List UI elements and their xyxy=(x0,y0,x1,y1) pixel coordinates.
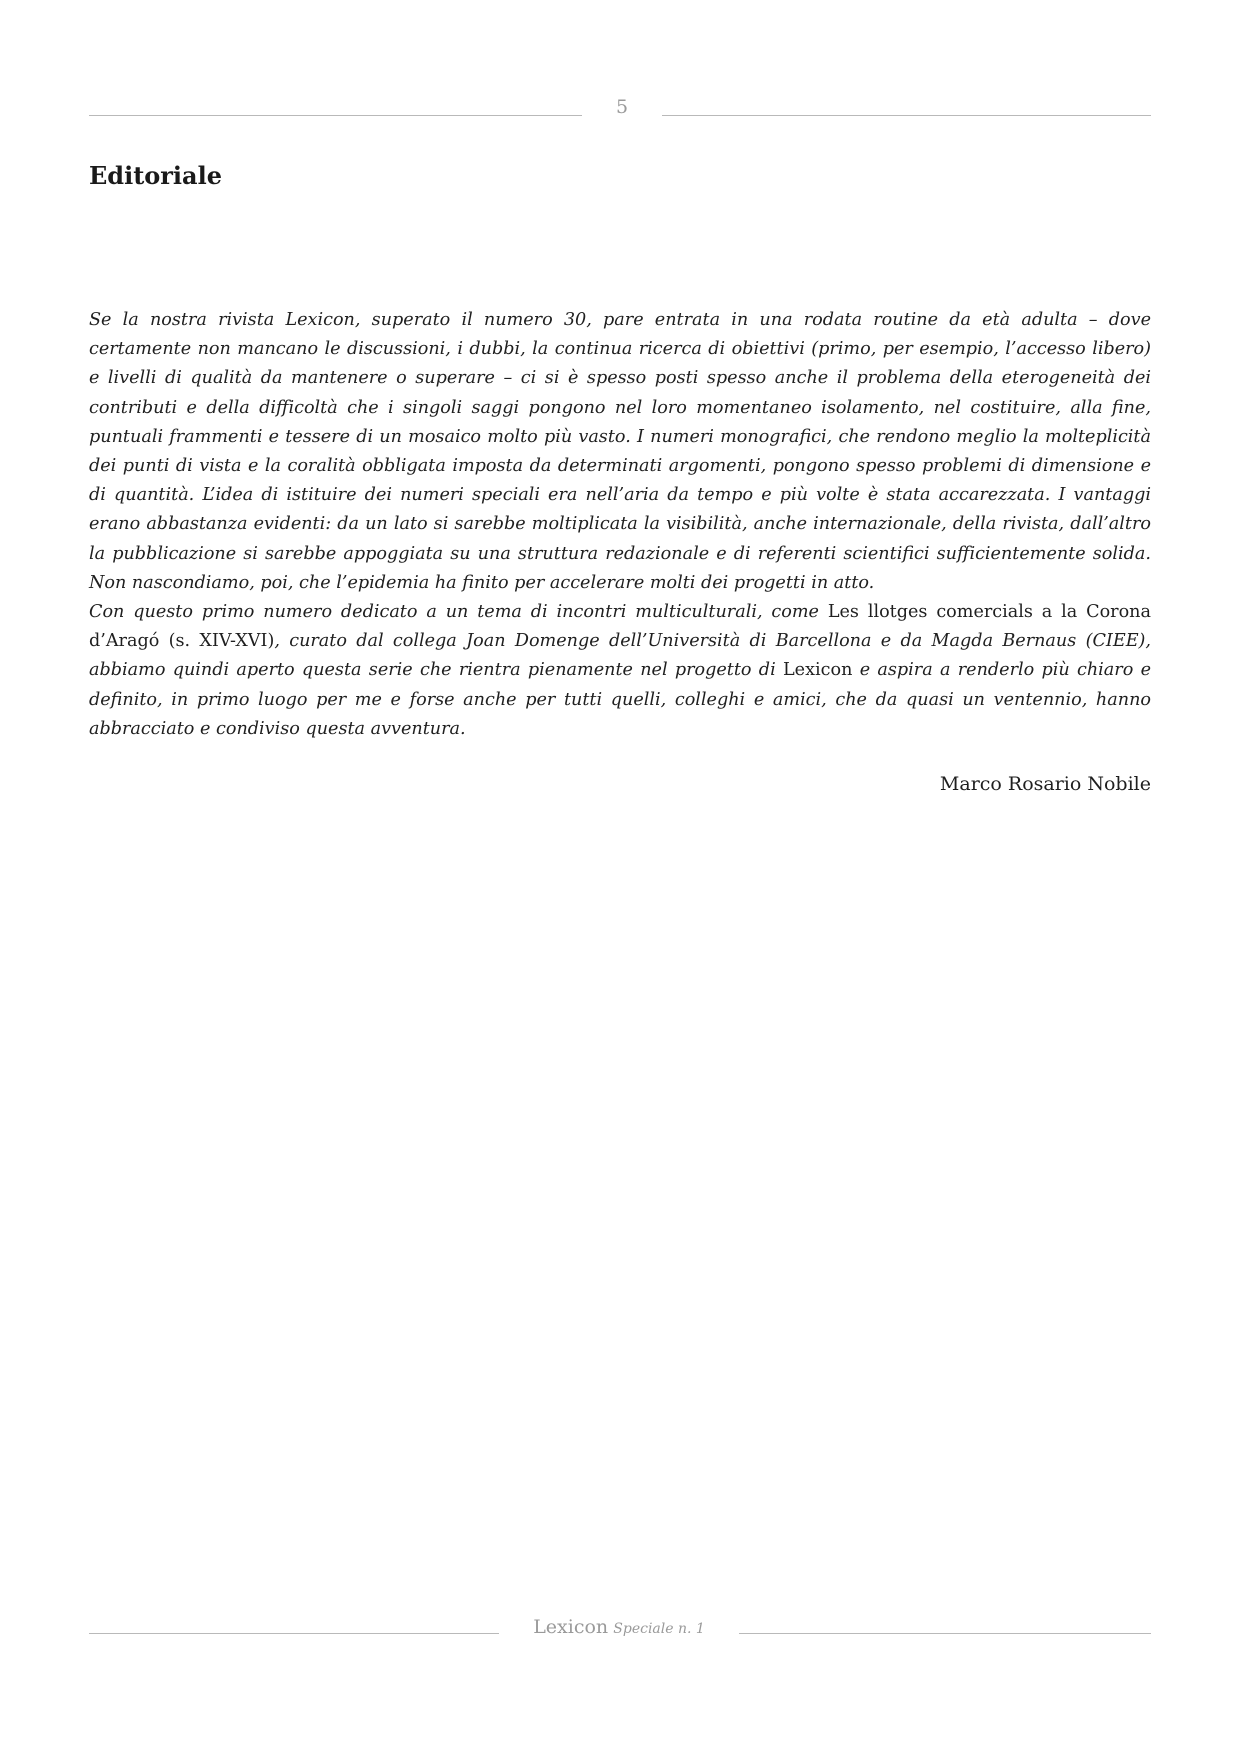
footer-journal: Lexicon xyxy=(533,1616,609,1638)
page-title: Editoriale xyxy=(89,161,222,190)
footer-rule-left xyxy=(89,1633,499,1634)
footer-rule-right xyxy=(739,1633,1151,1634)
page-header xyxy=(89,96,1151,124)
paragraph-2-text-e: e aspira a renderlo più chiaro e definito, in primo luogo per me e forse anche per tutti quelli, colleghi e amici, che da quasi un ventennio, hanno abbracciato e condiviso questa avventura. xyxy=(89,660,1151,739)
page-number: 5 xyxy=(615,96,629,118)
editorial-body xyxy=(89,306,1151,744)
book-title: Les llotges comercials a la Corona d’Aragó (s. XIV-XVI) xyxy=(89,602,1151,652)
journal-name: Lexicon xyxy=(782,660,853,681)
author-signature: Marco Rosario Nobile xyxy=(939,773,1151,795)
header-rule-left xyxy=(89,115,582,116)
paragraph-2 xyxy=(89,598,1151,744)
paragraph-1: Se la nostra rivista Lexicon, superato il numero 30, pare entrata in una rodata routine da età adulta – dove certamente non mancano le discussioni, i dubbi, la continua ricerca di obiettivi (primo, per esempio, l’accesso libero) e livelli di qualità da mantenere o superare – ci si è spesso posti spesso anche il problema della eterogeneità dei contributi e della difficoltà che i singoli saggi pongono nel loro momentaneo isolamento, nel costituire, alla fine, puntuali frammenti e tessere di un mosaico molto più vasto. I numeri monografici, che rendono meglio la molteplicità dei punti di vista e la coralità obbligata imposta da determinati argomenti, pongono spesso problemi di dimensione e di quantità. L’idea di istituire dei numeri speciali era nell’aria da tempo e più volte è stata accarezzata. I vantaggi erano abbastanza evidenti: da un lato si sarebbe moltiplicata la visibilità, anche internazionale, della rivista, dall’altro la pubblicazione si sarebbe appoggiata su una struttura redazionale e di referenti scientifici sufficientemente solida. Non nascondiamo, poi, che l’epidemia ha finito per accelerare molti dei progetti in atto. xyxy=(89,310,1151,593)
header-rule-right xyxy=(662,115,1151,116)
footer-issue: Speciale n. 1 xyxy=(613,1621,705,1637)
paragraph-2-text-a: Con questo primo numero dedicato a un tema di incontri multiculturali, come xyxy=(89,602,828,623)
page-footer xyxy=(89,1616,1151,1646)
footer-label xyxy=(499,1616,739,1638)
paragraph-2-text-c: , curato dal collega Joan Domenge dell’Università di Barcellona e da Magda Bernaus (CIEE), abbiamo quindi aperto questa serie che rientra pienamente nel progetto di xyxy=(89,631,1151,681)
